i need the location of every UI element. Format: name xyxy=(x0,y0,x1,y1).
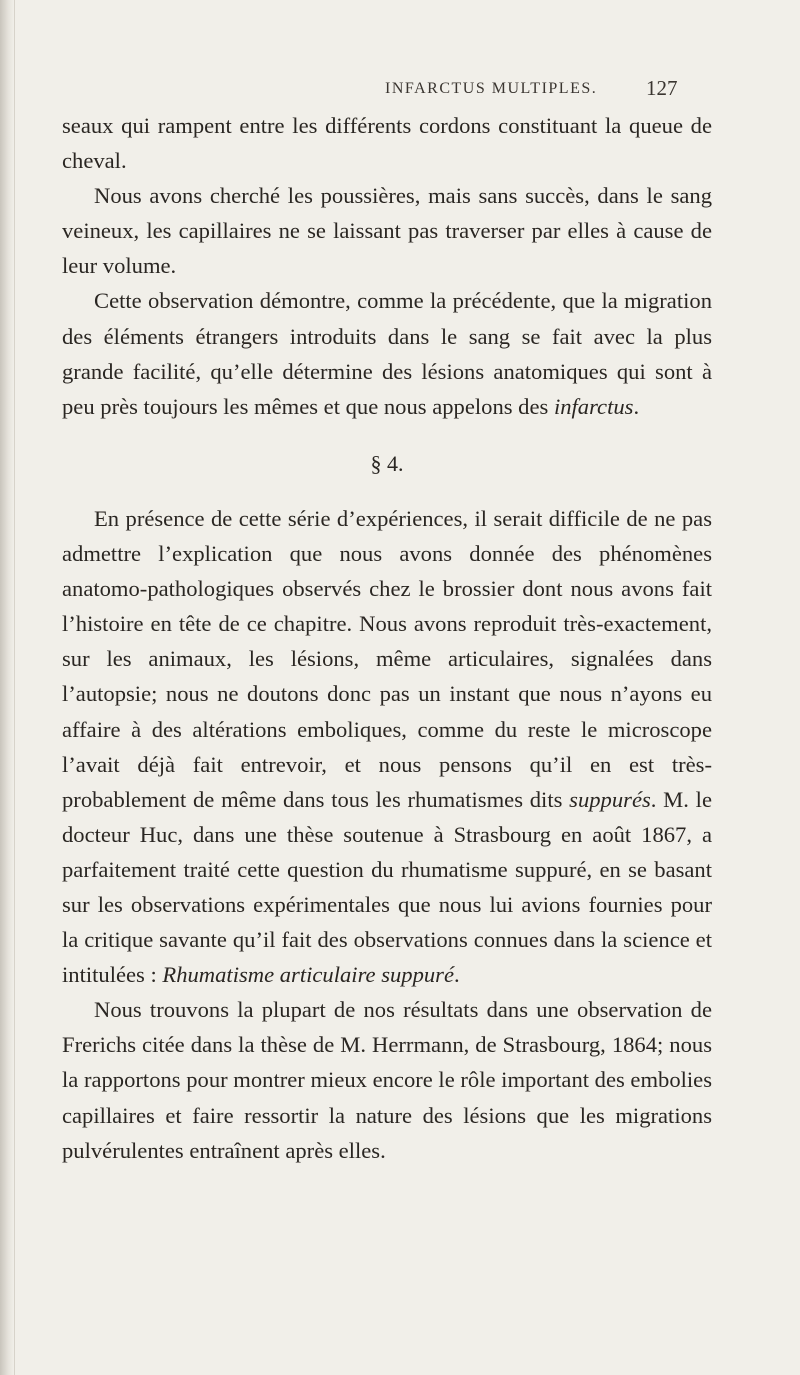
body-text xyxy=(62,108,712,1168)
page-header xyxy=(0,76,800,110)
running-head: INFARCTUS MULTIPLES. xyxy=(385,80,598,97)
paragraph-text: Cette observation démontre, comme la précédente, que la migration des éléments étrangers introduits dans le sang se fait avec la plus grande facilité, qu’elle détermine des lésions anatomiques qui sont à peu près toujours les mêmes et que nous appelons des xyxy=(62,288,712,419)
paragraph: Nous avons cherché les poussières, mais sans succès, dans le sang veineux, les capillaires ne se laissant pas traverser par elles à cause de leur volume. xyxy=(62,183,712,279)
paragraph-text: . M. le docteur Huc, dans une thèse soutenue à Strasbourg en août 1867, a parfaitement traité cette question du rhumatisme suppuré, en se basant sur les observations expérimentales que nous lui avions fournies pour la critique savante qu’il fait des observations connues dans la science et intitulées : xyxy=(62,786,712,988)
paragraph-continuation: seaux qui rampent entre les différents cordons constituant la queue de cheval. xyxy=(62,113,712,174)
paragraph-text: . xyxy=(454,962,460,988)
paragraph xyxy=(62,501,712,992)
section-heading: § 4. xyxy=(370,450,404,476)
italic-title: Rhumatisme articulaire suppuré xyxy=(162,962,455,988)
page-edge-line xyxy=(14,0,15,1375)
paragraph-text: . xyxy=(633,393,640,419)
page-edge-shadow xyxy=(0,0,14,1375)
paragraph-text: En présence de cette série d’expériences, il serait difficile de ne pas admettre l’explication que nous avons donnée des phénomènes anatomo-pathologiques observés chez le brossier dont nous avons fait l’histoire en tête de ce chapitre. Nous avons reproduit très-exactement, sur les animaux, les lésions, même articulaires, signalées dans l’autopsie; nous ne doutons donc pas un instant que nous n’ayons eu affaire à des altérations emboliques, comme du reste le microscope l’avait déjà fait entrevoir, et nous pensons qu’il en est très-probablement de même dans tous les rhumatismes dits xyxy=(62,505,712,812)
italic-term: infarctus xyxy=(553,393,634,419)
page-number: 127 xyxy=(646,76,678,100)
paragraph: Nous trouvons la plupart de nos résultats dans une observation de Frerichs citée dans la thèse de M. Herrmann, de Strasbourg, 1864; nous la rapportons pour montrer mieux encore le rôle important des embolies capillaires et faire ressortir la nature des lésions que les migrations pulvérulentes entraînent après elles. xyxy=(62,997,713,1163)
italic-term: suppurés xyxy=(569,786,651,812)
paragraph xyxy=(62,283,712,423)
